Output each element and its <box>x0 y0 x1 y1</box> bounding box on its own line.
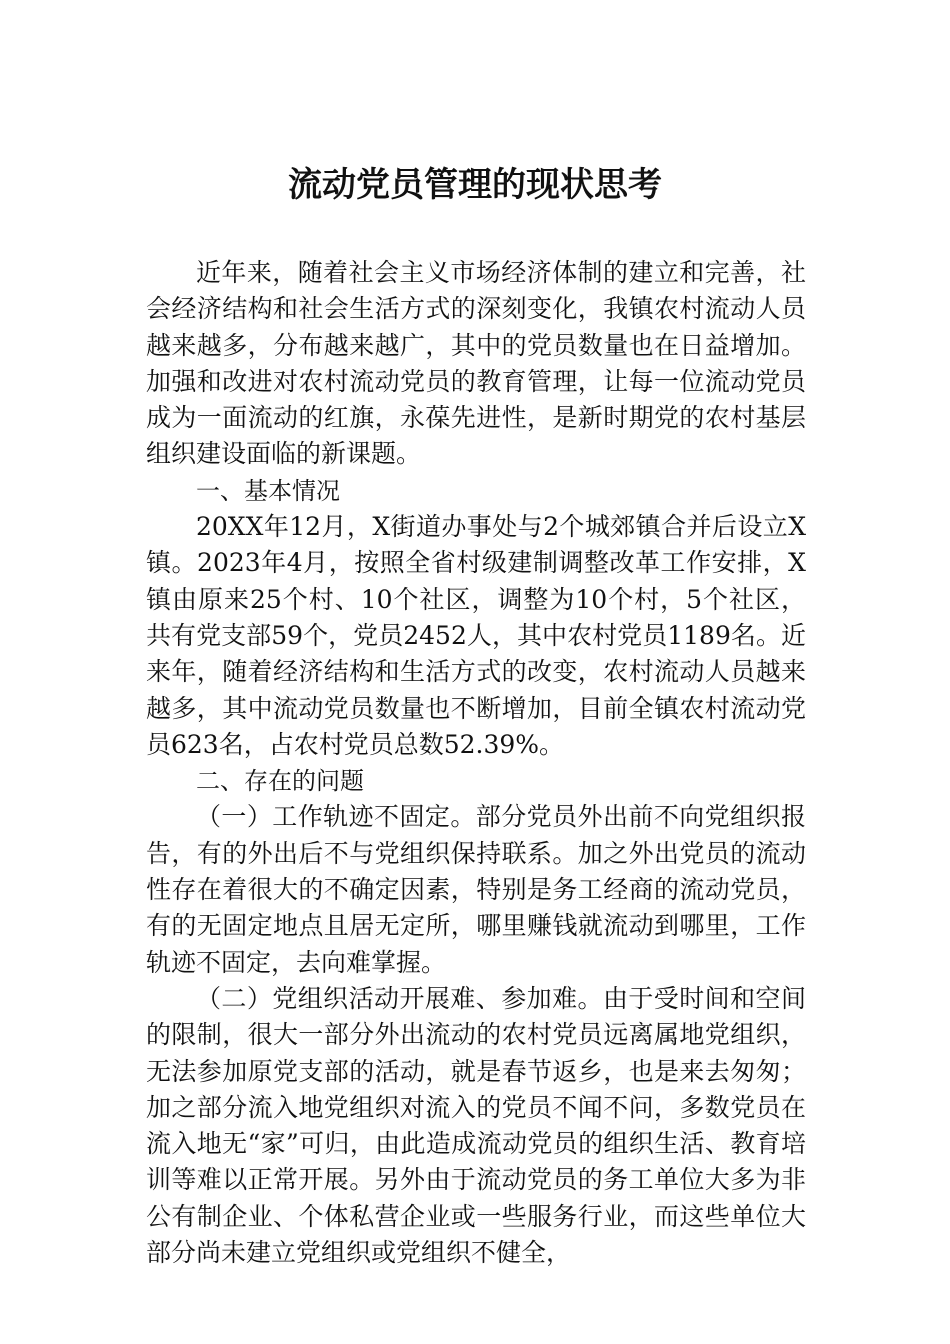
problem-item-1-text: 部分党员外出前不向党组织报告，有的外出后不与党组织保持联系。加之外出党员的流动性存在着很大的不确定因素，特别是务工经商的流动党员，有的无固定地点且居无定所，哪里赚钱就流动到哪里，工作轨迹不固定，去向难掌握。 <box>146 802 806 977</box>
section-heading-problems: 二、存在的问题 <box>196 767 364 796</box>
problem-item-2-text: 由于受时间和空间的限制，很大一部分外出流动的农村党员远离属地党组织，无法参加原党支部的活动，就是春节返乡，也是来去匆匆；加之部分流入地党组织对流入的党员不闻不问，多数党员在流入地无“家”可归，由此造成流动党员的组织生活、教育培训等难以正常开展。另外由于流动党员的务工单位大多为非公有制企业、个体私营企业或一些服务行业，而这些单位大部分尚未建立党组织或党组织不健全， <box>146 983 806 1268</box>
document-title: 流动党员管理的现状思考 <box>288 165 662 205</box>
problem-item-1-lead: （一）工作轨迹不固定。 <box>196 802 476 832</box>
problem-item-1 <box>146 799 806 980</box>
document-body <box>146 255 806 1271</box>
basic-situation-paragraph: 20XX年12月，X街道办事处与2个城郊镇合并后设立X镇。2023年4月，按照全省村级建制调整改革工作安排，X镇由原来25个村、10个社区，调整为10个村，5个社区，共有党支部59个，党员2452人，其中农村党员1189名。近来年，随着经济结构和生活方式的改变，农村流动人员越来越多，其中流动党员数量也不断增加，目前全镇农村流动党员623名，占农村党员总数52.39%。 <box>146 512 806 759</box>
intro-paragraph: 近年来，随着社会主义市场经济体制的建立和完善，社会经济结构和社会生活方式的深刻变化，我镇农村流动人员越来越多，分布越来越广，其中的党员数量也在日益增加。加强和改进对农村流动党员的教育管理，让每一位流动党员成为一面流动的红旗，永葆先进性，是新时期党的农村基层组织建设面临的新课题。 <box>146 258 806 469</box>
problem-item-2 <box>146 981 806 1271</box>
section-heading-basic-situation: 一、基本情况 <box>196 476 340 505</box>
problem-item-2-lead: （二）党组织活动开展难、参加难。 <box>196 983 603 1013</box>
